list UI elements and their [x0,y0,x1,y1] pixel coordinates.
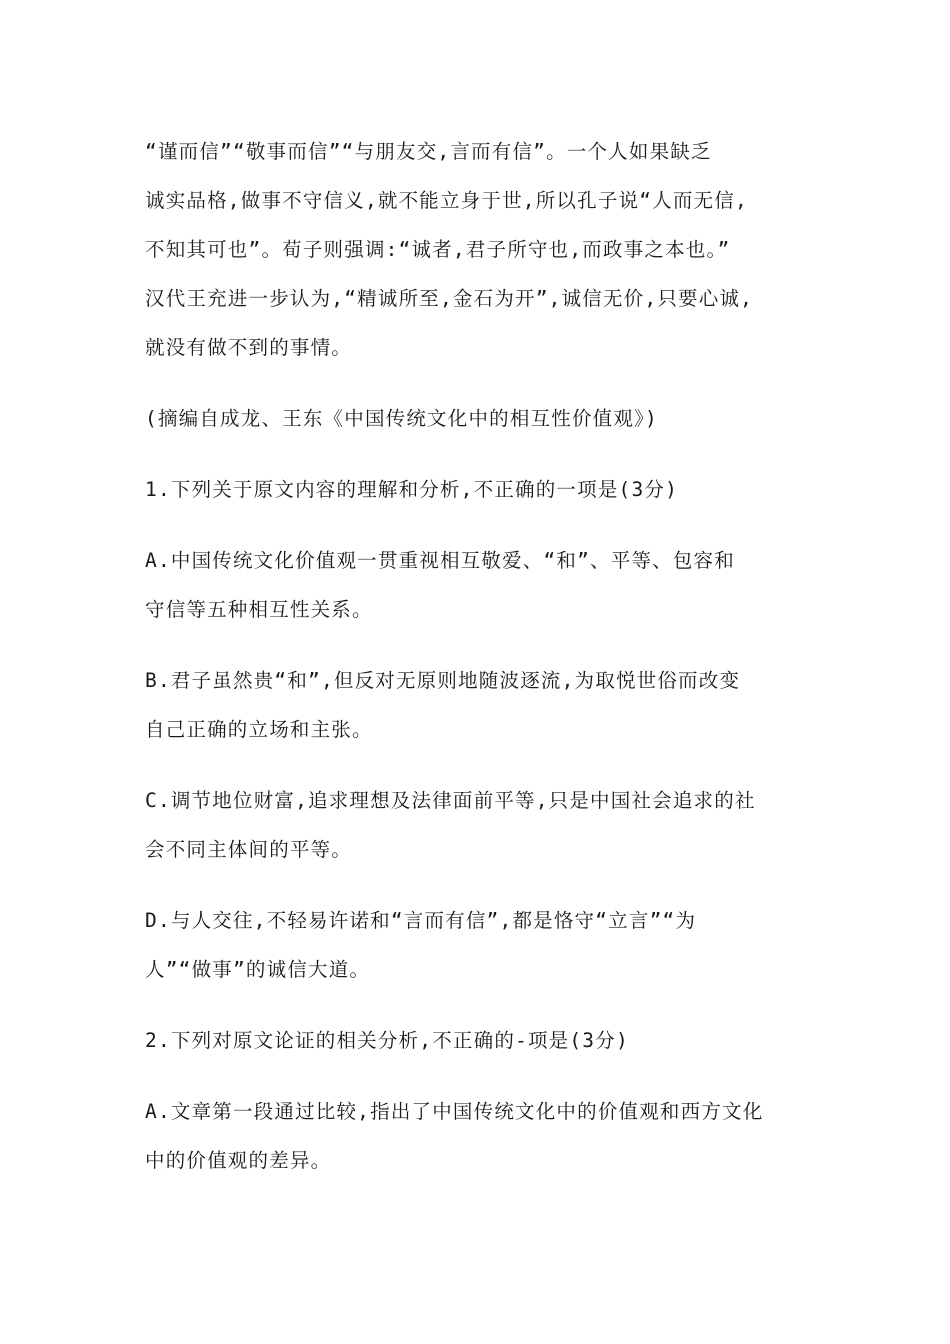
question-1-option-b: B.君子虽然贵“和”,但反对无原则地随波逐流,为取悦世俗而改变 [145,669,741,692]
question-1-option-d: 人”“做事”的诚信大道。 [145,958,371,981]
question-1-stem: 1.下列关于原文内容的理解和分析,不正确的一项是(3分) [145,478,679,501]
paragraph-line: “谨而信”“敬事而信”“与朋友交,言而有信”。一个人如果缺乏 [145,140,712,163]
paragraph-line: 就没有做不到的事情。 [145,336,353,359]
source-citation: (摘编自成龙、王东《中国传统文化中的相互性价值观》) [145,407,658,430]
question-1-option-c: 会不同主体间的平等。 [145,838,353,861]
paragraph-line: 汉代王充进一步认为,“精诚所至,金石为开”,诚信无价,只要心诚, [145,287,754,310]
question-2-option-a: A.文章第一段通过比较,指出了中国传统文化中的价值观和西方文化 [145,1100,764,1123]
question-1-option-a: 守信等五种相互性关系。 [145,598,373,621]
question-1-option-a: A.中国传统文化价值观一贯重视相互敬爱、“和”、平等、包容和 [145,549,735,572]
question-1-option-b: 自己正确的立场和主张。 [145,718,373,741]
question-2-stem: 2.下列对原文论证的相关分析,不正确的-项是(3分) [145,1029,629,1052]
question-1-option-d: D.与人交往,不轻易许诺和“言而有信”,都是恪守“立言”“为 [145,909,697,932]
paragraph-line: 不知其可也”。荀子则强调:“诚者,君子所守也,而政事之本也。” [145,238,731,261]
paragraph-line: 诚实品格,做事不守信义,就不能立身于世,所以孔子说“人而无信, [145,189,748,212]
question-1-option-c: C.调节地位财富,追求理想及法律面前平等,只是中国社会追求的社 [145,789,756,812]
question-2-option-a: 中的价值观的差异。 [145,1149,332,1172]
